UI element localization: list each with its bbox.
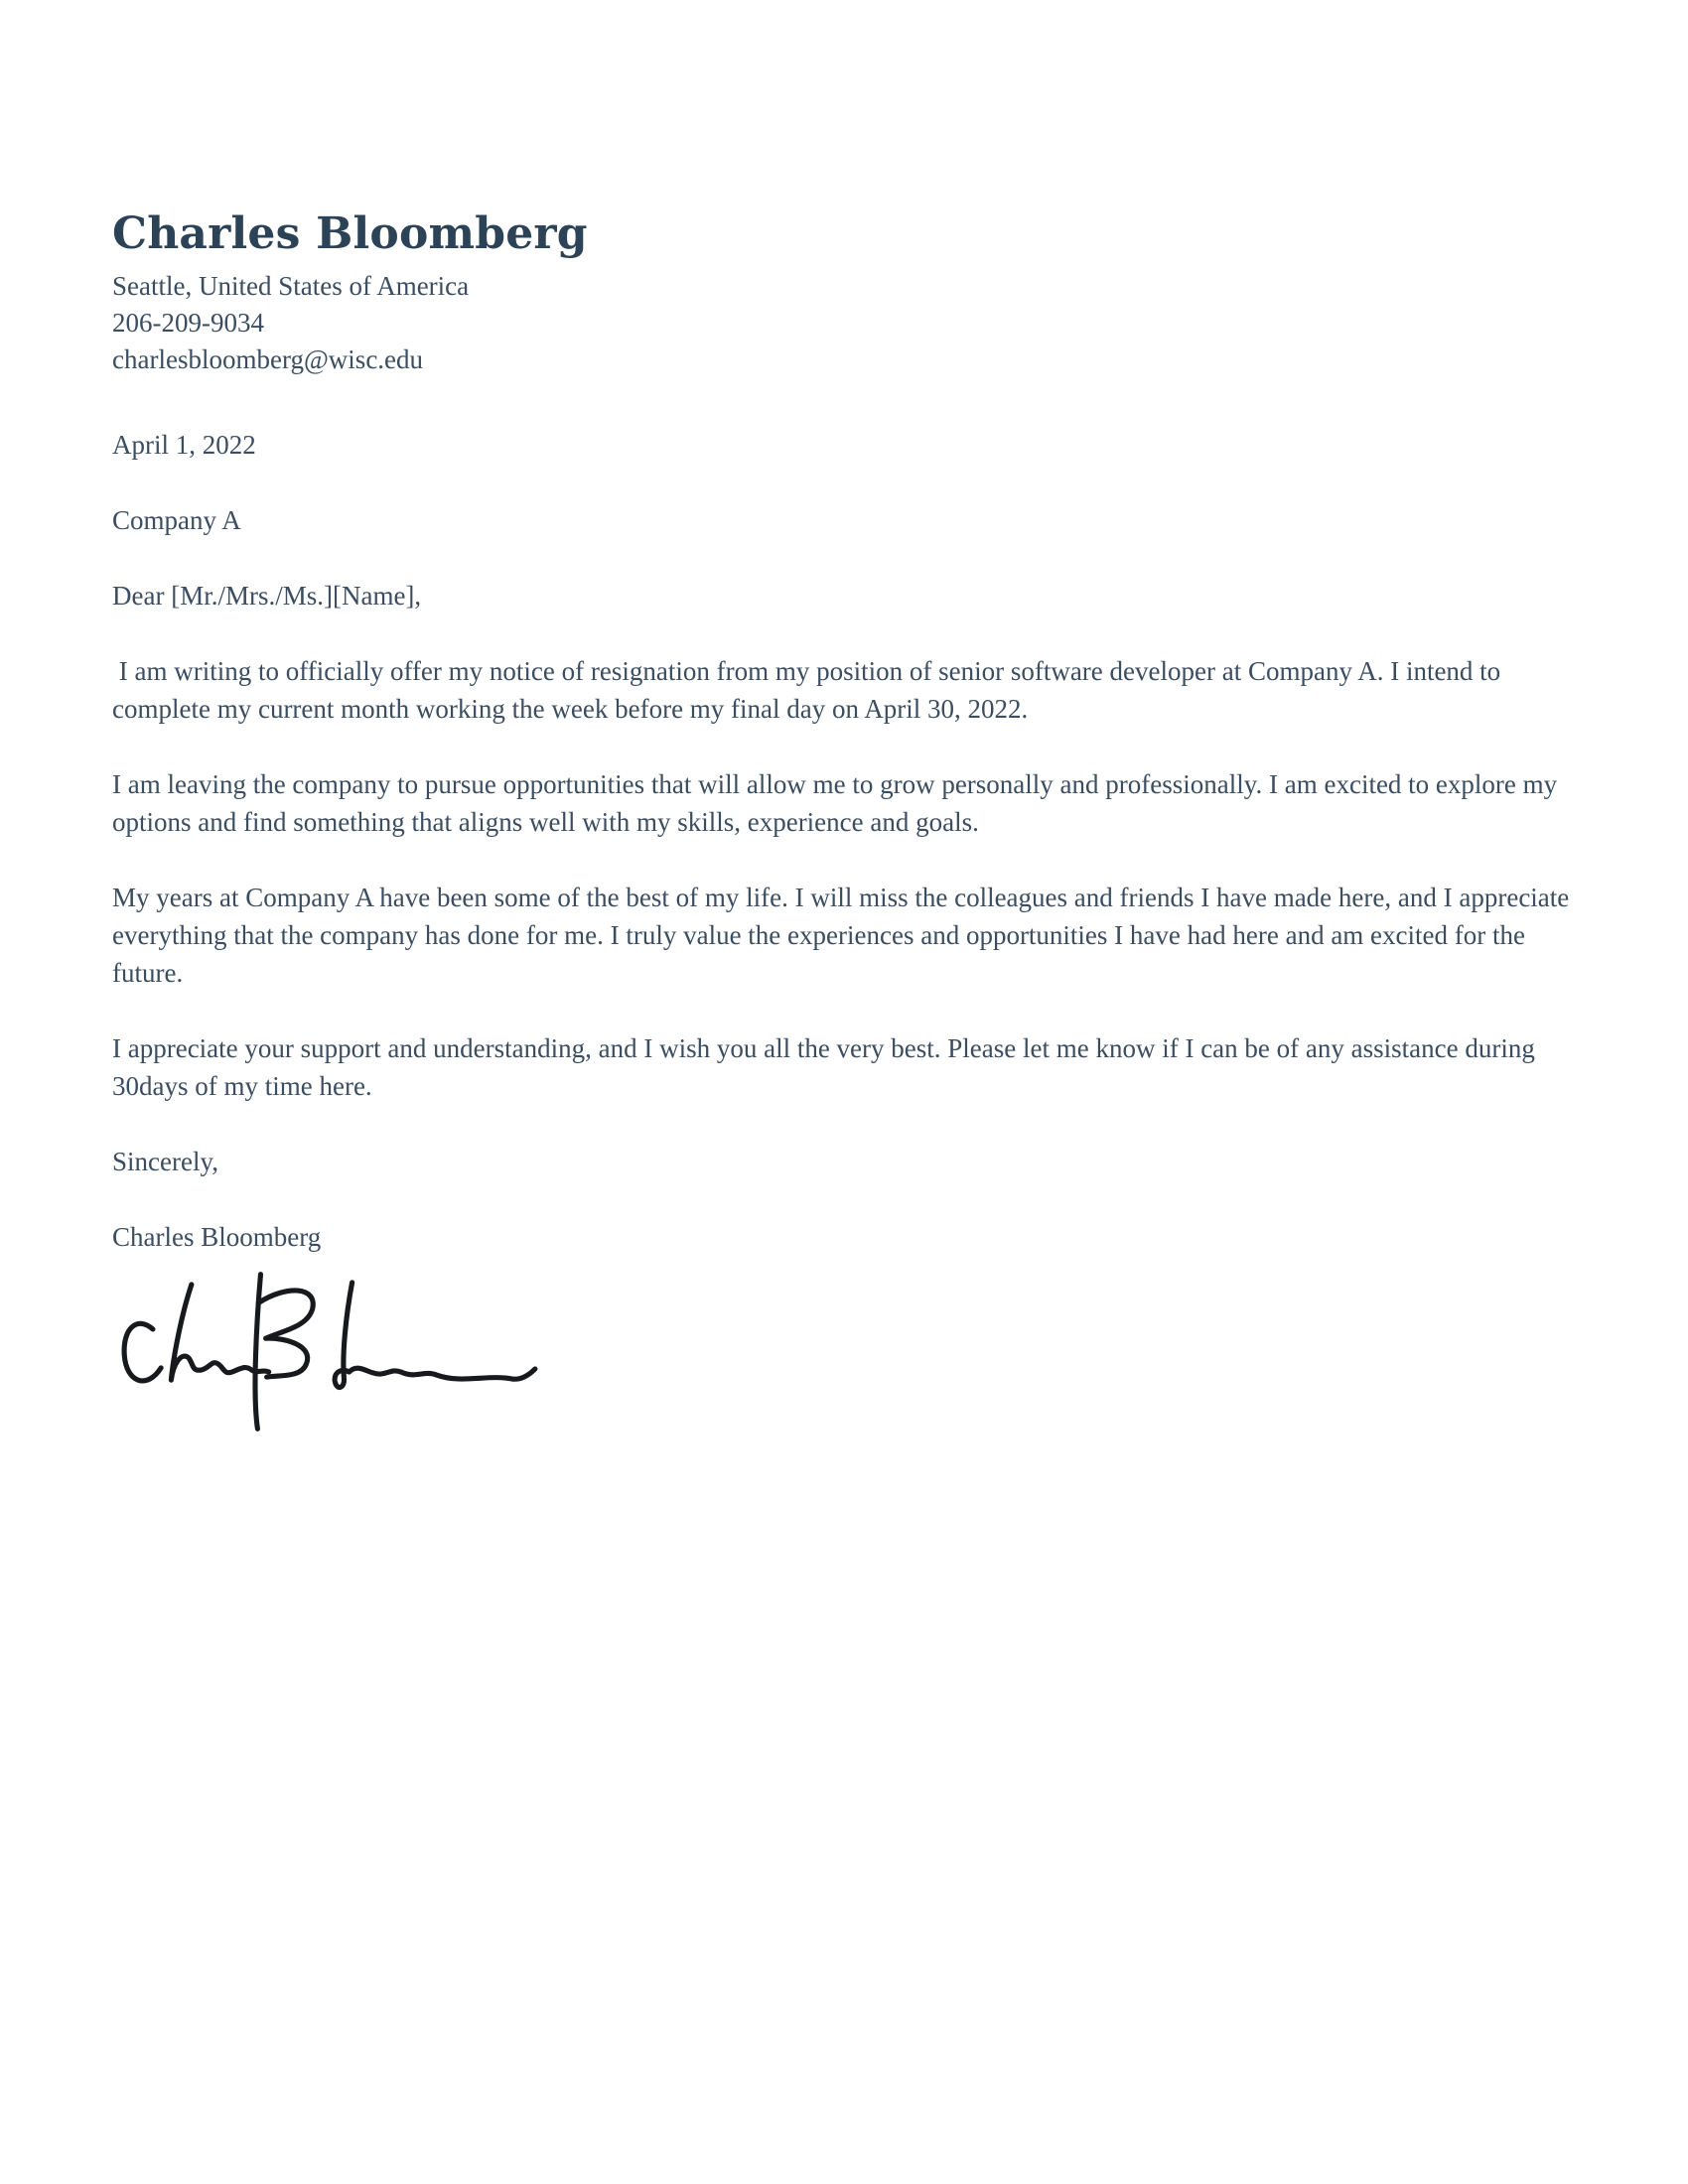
letter-header: [112, 208, 1576, 378]
sender-phone: 206-209-9034: [112, 308, 264, 338]
handwritten-signature: [112, 1270, 539, 1433]
sender-email: charlesbloomberg@wisc.edu: [112, 344, 424, 374]
letter-date: April 1, 2022: [112, 430, 256, 460]
recipient-name: Company A: [112, 505, 241, 535]
paragraph-4: I appreciate your support and understanding, and I wish you all the very best. Please let me know if I can be of any assistance during 30days of my time here.: [112, 1033, 1542, 1101]
paragraph-2: I am leaving the company to pursue opportunities that will allow me to grow personally and professionally. I am excited to explore my options and find something that aligns well with my skills, experience and goals.: [112, 769, 1564, 837]
paragraph-1: I am writing to officially offer my notice of resignation from my position of senior software developer at Company A. I intend to complete my current month working the week before my final day on April 30, 2022.: [112, 656, 1507, 724]
signature-icon: [112, 1270, 539, 1433]
sender-contact: [112, 268, 1576, 378]
signed-name: Charles Bloomberg: [112, 1222, 322, 1252]
sender-name: Charles Bloomberg: [112, 208, 588, 259]
closing: Sincerely,: [112, 1147, 218, 1176]
sender-location: Seattle, United States of America: [112, 271, 470, 301]
paragraph-3: My years at Company A have been some of the best of my life. I will miss the colleagues and friends I have made here, and I appreciate everything that the company has done for me. I truly value the experiences and opportunities I have had here and am excited for the future.: [112, 883, 1577, 988]
letter-body: [112, 426, 1576, 1433]
salutation: Dear [Mr./Mrs./Ms.][Name],: [112, 581, 422, 611]
